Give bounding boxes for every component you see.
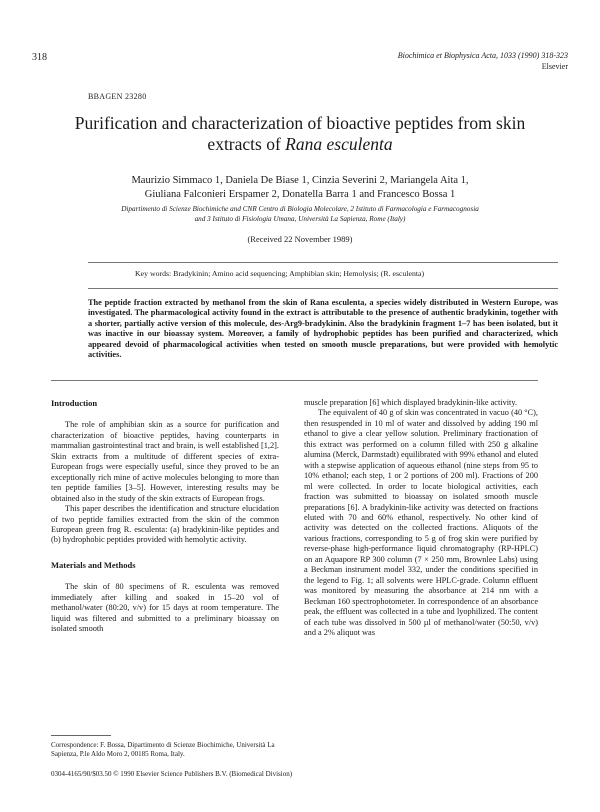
journal-citation <box>398 50 568 72</box>
article-title <box>40 113 560 155</box>
publisher-name: Elsevier <box>541 62 568 71</box>
right-column <box>304 398 538 638</box>
received-date: (Received 22 November 1989) <box>247 234 353 244</box>
correspondence-footnote: Correspondence: F. Bossa, Dipartimento di Scienze Biochimiche, Università La Sapienza, P.le Aldo Moro 2, 00185 Roma, Italy. <box>51 741 275 758</box>
page-number: 318 <box>32 52 47 63</box>
authors-line-2: Giuliana Falconieri Erspamer 2, Donatella Barra 1 and Francesco Bossa 1 <box>144 189 456 200</box>
title-species: Rana esculenta <box>285 134 393 154</box>
article-code: BBAGEN 23280 <box>88 92 147 101</box>
abstract: The peptide fraction extracted by methanol from the skin of Rana esculenta, a species widely distributed in Western Europe, was investigated. The pharmacological activity found in the extract is attributable to the presence of authentic bradykinin, together with a shorter, partially active version of this molecule, des-Arg9-bradykinin. Also the bradykinin fragment 1–7 has been isolated, but it was inactive in our bioassay system. Moreover, a family of hydrophobic peptides has been purified and characterized, which appeared devoid of pharmacological activities when tested on smooth muscle preparations, but were provided with hemolytic activities. <box>88 298 558 360</box>
title-line-1: Purification and characterization of bioactive peptides from skin <box>74 113 526 133</box>
left-column <box>51 398 279 635</box>
divider-keywords <box>88 288 558 289</box>
methods-heading: Materials and Methods <box>51 559 136 570</box>
intro-paragraph-1: The role of amphibian skin as a source for purification and characterization of bioactive peptides, having counterparts in mammalian gastrointestinal tract and brain, is well established [1,2]. Skin extracts from a multitude of different species of extra-European frogs were especially useful, since they proved to be an exceptionally rich mine of active molecules belonging to more than ten peptide families [3–5]. However, interesting results may be obtained also in the study of the skin extracts of European frogs. <box>51 420 279 503</box>
intro-paragraph-2: This paper describes the identification and structure elucidation of two peptide families extracted from the skin of the common European green frog R. esculenta: (a) bradykinin-like peptides and (b) hydrophobic peptides provided with hemolytic activity. <box>51 504 279 545</box>
journal-citation-text: Biochimica et Biophysica Acta, 1033 (1990) 318-323 <box>397 51 568 60</box>
affiliations <box>90 204 510 224</box>
divider-top <box>88 262 558 263</box>
copyright-line: 0304-4165/90/$03.50 © 1990 Elsevier Science Publishers B.V. (Biomedical Division) <box>51 770 293 778</box>
author-list <box>90 174 510 202</box>
keywords: Key words: Bradykinin; Amino acid sequencing; Amphibian skin; Hemolysis; (R. esculenta) <box>135 269 425 278</box>
divider-abstract <box>51 380 538 381</box>
right-paragraph-1: The equivalent of 40 g of skin was concentrated in vacuo (40 °C), then resuspended in 10 ml of water and dissolved by adding 190 ml ethanol to give a clear yellow solution. Preliminary fractionation of this extract was performed on a column filled with 250 g alkaline alumina (Merck, Darmstadt) equilibrated with 99% ethanol and eluted with a stepwise application of aqueous ethanol (nine steps from 95 to 10% ethanol; each step, 1 or 2 portions of 200 ml). Fractions of 200 ml were collected. In order to locate biological activities, each fraction was submitted to bioassay on isolated smooth muscle preparations [6]. A bradykinin-like activity was detected on fractions eluted with 70 and 60% ethanol, respectively. No other kind of activity was detected on the collected fractions. Aliquots of the various fractions, corresponding to 5 g of frog skin were purified by reverse-phase high-performance liquid chromatography (RP-HPLC) on an Aquapore RP 300 column (7 × 250 mm, Brownlee Labs) using a Beckman instrument model 332, under the conditions specified in the legend to Fig. 1; all solvents were HPLC-grade. Column effluent was monitored by measuring the absorbance at 214 nm with a Beckman 160 spectrophotometer. In correspondence of an absorbance peak, the effluent was collected in a tube and lyophilized. The content of each tube was dissolved in 500 µl of methanol/water (50:50, v/v) and a 2% aliquot was <box>304 408 538 637</box>
title-line-2 <box>40 134 560 155</box>
authors-line-1: Maurizio Simmaco 1, Daniela De Biase 1, Cinzia Severini 2, Mariangela Aita 1, <box>131 175 469 186</box>
affiliation-line-1: Dipartimento di Scienze Biochimiche and CNR Centro di Biologia Molecolare, 2 Istituto di Farmacologia e Farmacognosia <box>121 205 479 213</box>
footnote-rule <box>51 735 111 736</box>
methods-paragraph-1: The skin of 80 specimens of R. esculenta was removed immediately after killing and soaked in 15–20 vol of methanol/water (80:20, v/v) for 15 days at room temperature. The liquid was filtered and submitted to a preliminary bioassay on isolated smooth <box>51 582 279 634</box>
affiliation-line-2: and 3 Istituto di Fisiologia Umana, Università La Sapienza, Rome (Italy) <box>194 215 406 223</box>
introduction-heading: Introduction <box>51 398 98 408</box>
title-prefix: extracts of <box>207 134 286 154</box>
right-paragraph-0: muscle preparation [6] which displayed bradykinin-like activity. <box>304 398 518 407</box>
